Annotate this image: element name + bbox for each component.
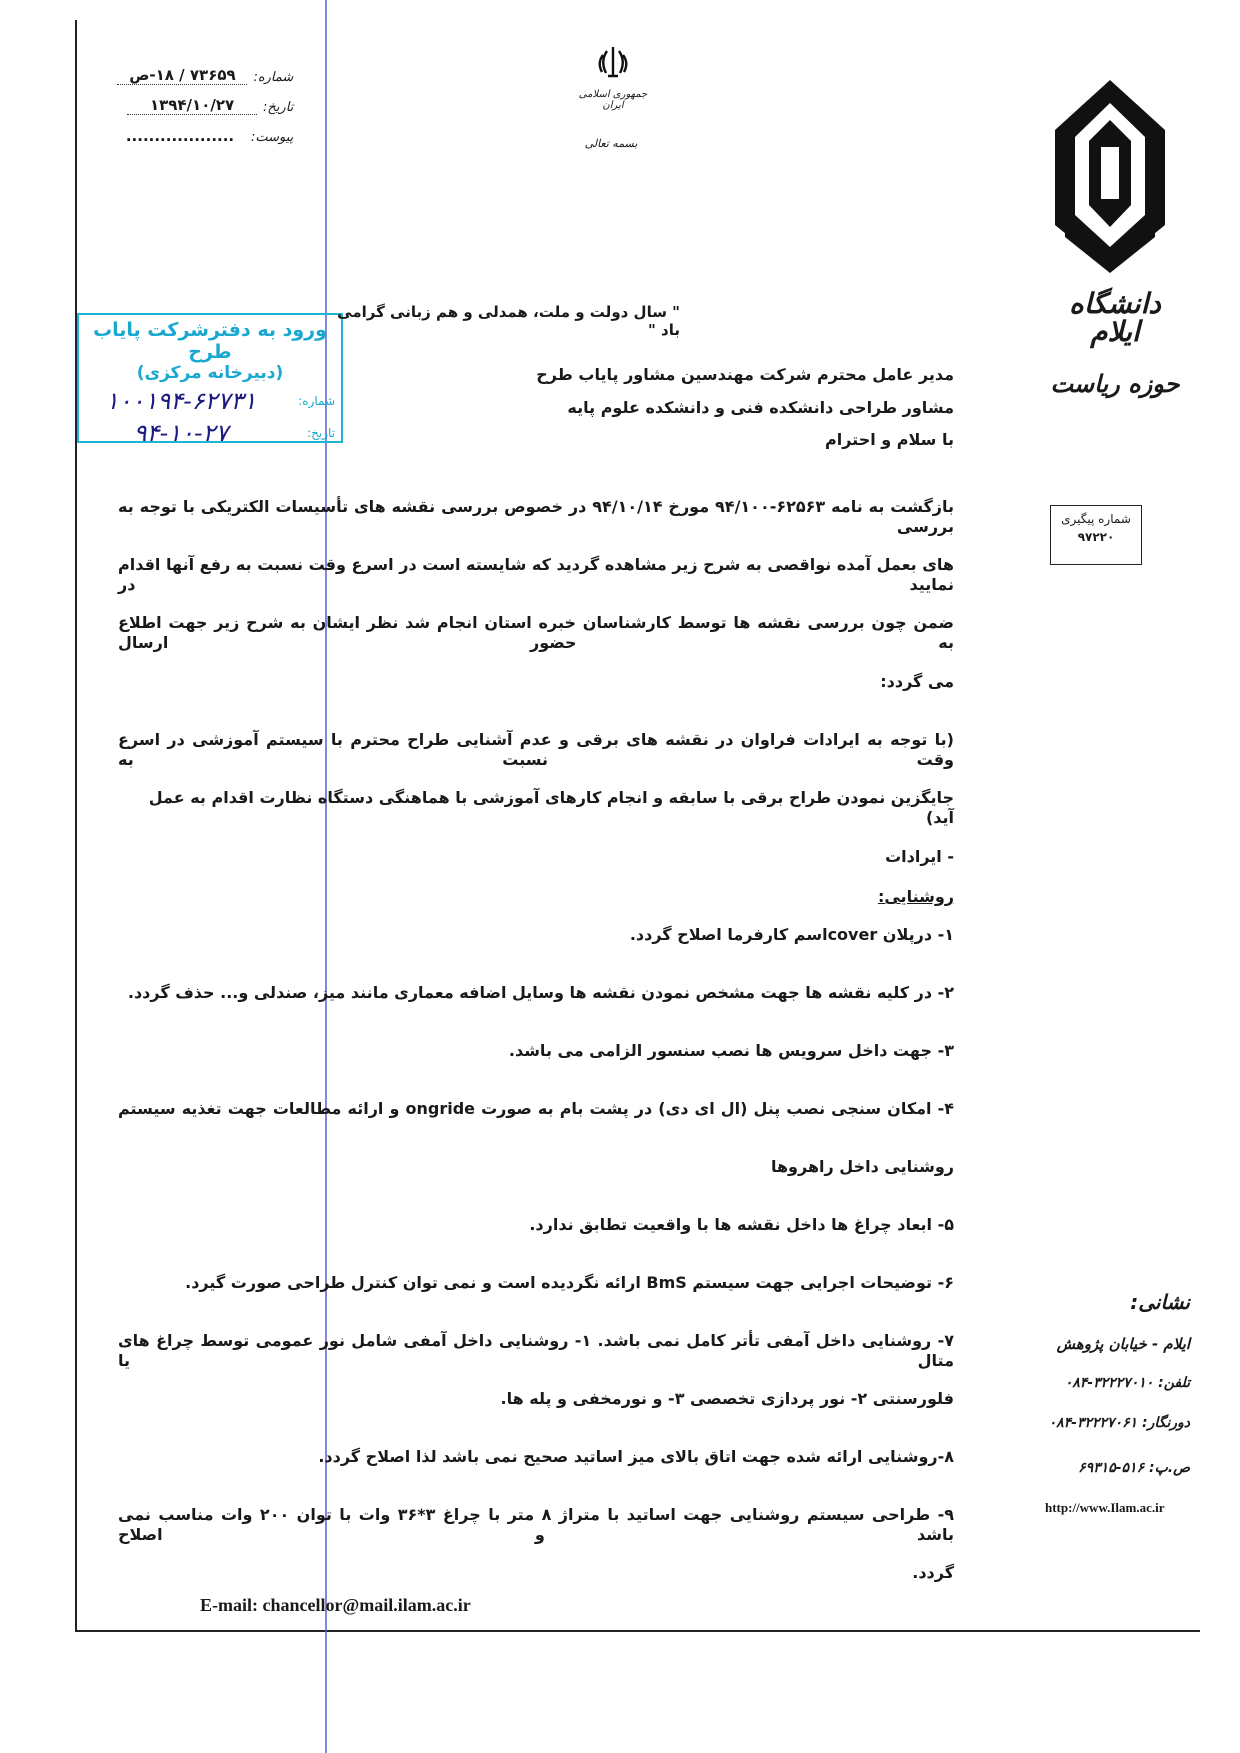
emblem-block [578,45,648,150]
issue-item-9-line-2: گردد. [912,1563,954,1582]
university-office: حوزه ریاست [1050,370,1180,398]
university-name: دانشگاه ایلام [1069,287,1161,348]
issues-heading: - ایرادات [885,847,954,866]
meta-number-value: ۷۳۶۵۹ / ۱۸-ص [117,66,247,85]
tracking-label: شماره پیگیری [1061,512,1131,526]
tracking-number: ۹۷۲۲۰ [1077,530,1115,544]
address-label: نشانی: [1130,1290,1190,1314]
stamp-date-value: ۹۴-۱۰-۲۷ [133,419,229,447]
tracking-box [1050,505,1142,565]
fax: دورنگار: ۳۲۲۲۷۰۶۱-۰۸۴ [1048,1415,1190,1431]
issue-item-8: ۸-روشنایی ارائه شده جهت اتاق بالای میز اساتید صحیح نمی باشد لذا اصلاح گردد. [318,1447,954,1466]
meta-attachment-label: پیوست: [251,130,294,145]
recipient-line-2: مشاور طراحی دانشکده فنی و دانشکده علوم پایه [567,398,954,417]
bismillah-caption: بسمه تعالی [584,137,638,150]
issue-item-9-line-1: ۹- طراحی سیستم روشنایی جهت اساتید با متراژ ۸ متر با چراغ ۳*۳۶ وات با توان ۲۰۰ وات مناسب نمی باشد و اصلاح [118,1505,954,1544]
address: ایلام - خیابان پژوهش [1056,1335,1190,1353]
year-motto: " سال دولت و ملت، همدلی و هم زبانی گرامی باد " [337,303,680,339]
issue-item-2: ۲- در کلیه نقشه ها جهت مشخص نمودن نقشه ها وسایل اضافه معماری مانند میز، صندلی و... حذف گردد. [127,983,954,1002]
ilam-university-logo-icon [1045,75,1175,275]
meta-attachment-value: ................... [125,127,235,145]
meta-date-label: تاریخ: [263,100,294,115]
stamp-number-value: ۱۰۰۱۹۴-۶۲۷۳۱ [105,387,257,415]
issue-item-1: ۱- درپلان coverاسم کارفرما اصلاح گردد. [629,925,954,944]
phone: تلفن: ۳۲۲۲۷۰۱۰-۰۸۴ [1064,1375,1190,1391]
issue-item-3: ۳- جهت داخل سرویس ها نصب سنسور الزامی می باشد. [508,1041,954,1060]
para1-line-2: های بعمل آمده نواقصی به شرح زیر مشاهده گردید که شایسته است در اسرع وقت نسبت به رفع آنها اقدام نمایید در [118,555,954,594]
scan-fold-line [325,0,327,1753]
issue-item-7-line-2: فلورسنتی ۲- نور پردازی تخصصی ۳- و نورمخفی و پله ها. [500,1389,954,1408]
meta-date-row [115,85,293,115]
meta-number-row [115,55,293,85]
issue-item-6: ۶- توضیحات اجرایی جهت سیستم BmS ارائه نگردیده است و نمی توان کنترل طراحی صورت گیرد. [185,1273,954,1292]
greeting: با سلام و احترام [825,430,954,449]
left-border-line [75,20,77,1630]
meta-number-label: شماره: [253,70,294,85]
para1-line-3: ضمن چون بررسی نقشه ها توسط کارشناسان خبره استان انجام شد نظر ایشان به شرح زیر جهت اطلاع به حضور ارسال [118,613,954,652]
issue-item-5: ۵- ابعاد چراغ ها داخل نقشه ها با واقعیت تطابق ندارد. [529,1215,954,1234]
para2-line-1: (با توجه به ایرادات فراوان در نقشه های برقی و عدم آشنایی طراح محترم با سیستم آموزشی در اسرع وقت نسبت به [118,730,954,769]
issue-item-4-line-2: روشنایی داخل راهروها [770,1157,954,1176]
lighting-heading: روشنایی: [877,887,954,906]
para1-line-4: می گردد: [880,672,954,691]
letter-meta [115,55,293,145]
stamp-date-label: تاریخ: [307,426,335,440]
issue-item-7-line-1: ۷- روشنایی داخل آمفی تأتر کامل نمی باشد. ۱- روشنایی داخل آمفی شامل نور عمومی توسط چراغ های متال یا [118,1331,954,1370]
meta-date-value: ۱۳۹۴/۱۰/۲۷ [127,96,257,115]
stamp-subtitle: (دبیرخانه مرکزی) [136,363,284,383]
recipient-line-1: مدیر عامل محترم شرکت مهندسین مشاور پایاب طرح [536,365,954,384]
po-box: ص.پ: ۵۱۶-۶۹۳۱۵ [1078,1460,1190,1476]
para1-line-1: بازگشت به نامه ۶۲۵۶۳-۹۴/۱۰۰ مورخ ۹۴/۱۰/۱۴ در خصوص بررسی نقشه های تأسیسات الکتریکی با توجه به بررسی [118,497,955,536]
republic-caption: جمهوری اسلامی ایران [578,89,648,111]
meta-attachment-row [115,115,293,145]
website-link[interactable]: http://www.Ilam.ac.ir [1045,1500,1165,1515]
para2-line-2: جایگزین نمودن طراح برقی با سابقه و انجام کارهای آموزشی با هماهنگی دستگاه نظارت اقدام به عمل آید) [148,788,954,827]
issue-item-4-line-1: ۴- امکان سنجی نصب پنل (ال ای دی) در پشت بام به صورت ongride و ارائه مطالعات جهت تغذیه سیستم [118,1099,955,1118]
bottom-border-line [75,1630,1200,1632]
stamp-number-label: شماره: [298,394,335,408]
email-footer[interactable]: E-mail: chancellor@mail.ilam.ac.ir [200,1595,471,1615]
iran-emblem-icon [596,45,630,81]
stamp-title: ورود به دفترشرکت پایاب طرح [93,319,327,363]
